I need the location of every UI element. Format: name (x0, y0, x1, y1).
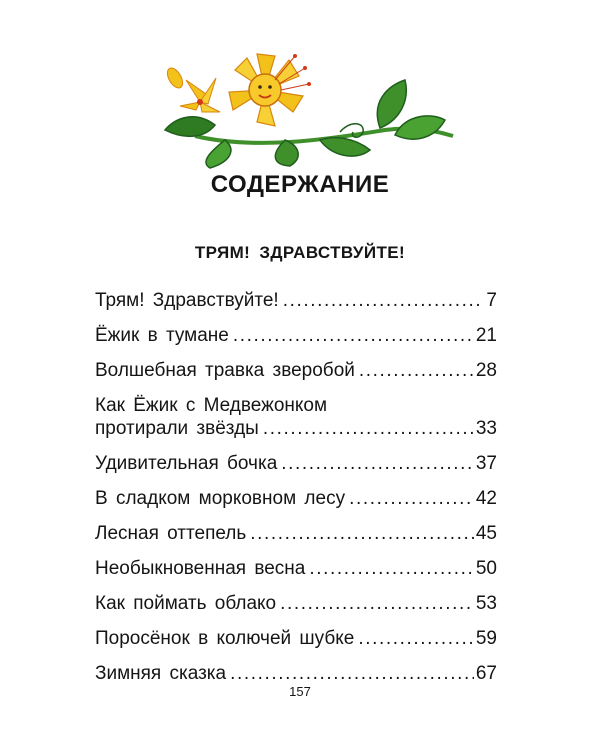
toc-entry-page: 45 (475, 523, 497, 544)
toc-entry-page: 37 (475, 453, 497, 474)
toc-entry[interactable] (95, 662, 497, 685)
page-number: 157 (289, 684, 311, 699)
section-title: ТРЯМ! ЗДРАВСТВУЙТЕ! (194, 243, 406, 262)
toc-leader-dots (281, 452, 474, 475)
toc-entry[interactable] (95, 557, 497, 580)
leaf-icon (395, 116, 445, 139)
toc-entry[interactable] (95, 627, 497, 650)
toc-entry[interactable] (95, 592, 497, 615)
toc-leader-dots (309, 557, 474, 580)
toc-entry-page: 7 (486, 290, 497, 311)
toc-leader-dots (263, 417, 474, 440)
toc-entry-page: 50 (475, 558, 497, 579)
leaf-icon (377, 80, 406, 128)
page-title: СОДЕРЖАНИЕ (210, 171, 390, 198)
toc-entry[interactable] (95, 522, 497, 545)
leaf-icon (320, 138, 370, 156)
toc-entry-continuation (95, 417, 497, 440)
toc-entry-title: Волшебная травка зверобой (95, 360, 355, 381)
toc-entry-title: Трям! Здравствуйте! (95, 290, 279, 311)
toc-leader-dots (349, 487, 474, 510)
toc-leader-dots (230, 662, 474, 685)
leaf-icon (165, 117, 215, 137)
toc-entry-title-continued: протирали звёзды (95, 418, 259, 439)
toc-entry-title: Лесная оттепель (95, 523, 247, 544)
toc-entry-title: Ёжик в тумане (95, 325, 229, 346)
toc-entry-title: Зимняя сказка (95, 663, 227, 684)
toc-entry-page: 21 (475, 325, 497, 346)
toc-entry-title: Поросёнок в колючей шубке (95, 628, 355, 649)
toc-entry[interactable] (95, 289, 497, 312)
toc-entry-title: Необыкновенная весна (95, 558, 306, 579)
toc-leader-dots (359, 359, 474, 382)
toc-entry-page: 28 (475, 360, 497, 381)
toc-entry[interactable] (95, 452, 497, 475)
toc-entry-title: Удивительная бочка (95, 453, 278, 474)
flower-ornament-icon (155, 40, 455, 170)
toc-leader-dots (233, 324, 474, 347)
toc-leader-dots (358, 627, 474, 650)
toc-entry-page: 33 (475, 418, 497, 439)
toc-entry-title: Как Ёжик с Медвежонком (95, 395, 328, 416)
sun-flower-icon (229, 54, 311, 126)
leaf-icon (206, 140, 231, 168)
toc-entry[interactable] (95, 487, 497, 510)
toc-entry-page: 59 (475, 628, 497, 649)
lily-icon (180, 78, 220, 112)
toc-entry[interactable] (95, 359, 497, 382)
toc-leader-dots (250, 522, 474, 545)
toc-entry-page: 67 (475, 663, 497, 684)
toc-leader-dots (280, 592, 474, 615)
toc-entry[interactable] (95, 394, 497, 440)
bud-icon (164, 65, 185, 90)
toc-entry[interactable] (95, 324, 497, 347)
toc-entry-page: 42 (475, 488, 497, 509)
table-of-contents (95, 289, 497, 697)
toc-entry-title: В сладком морковном лесу (95, 488, 346, 509)
toc-entry-title: Как поймать облако (95, 593, 277, 614)
toc-leader-dots (283, 289, 485, 312)
toc-entry-page: 53 (475, 593, 497, 614)
